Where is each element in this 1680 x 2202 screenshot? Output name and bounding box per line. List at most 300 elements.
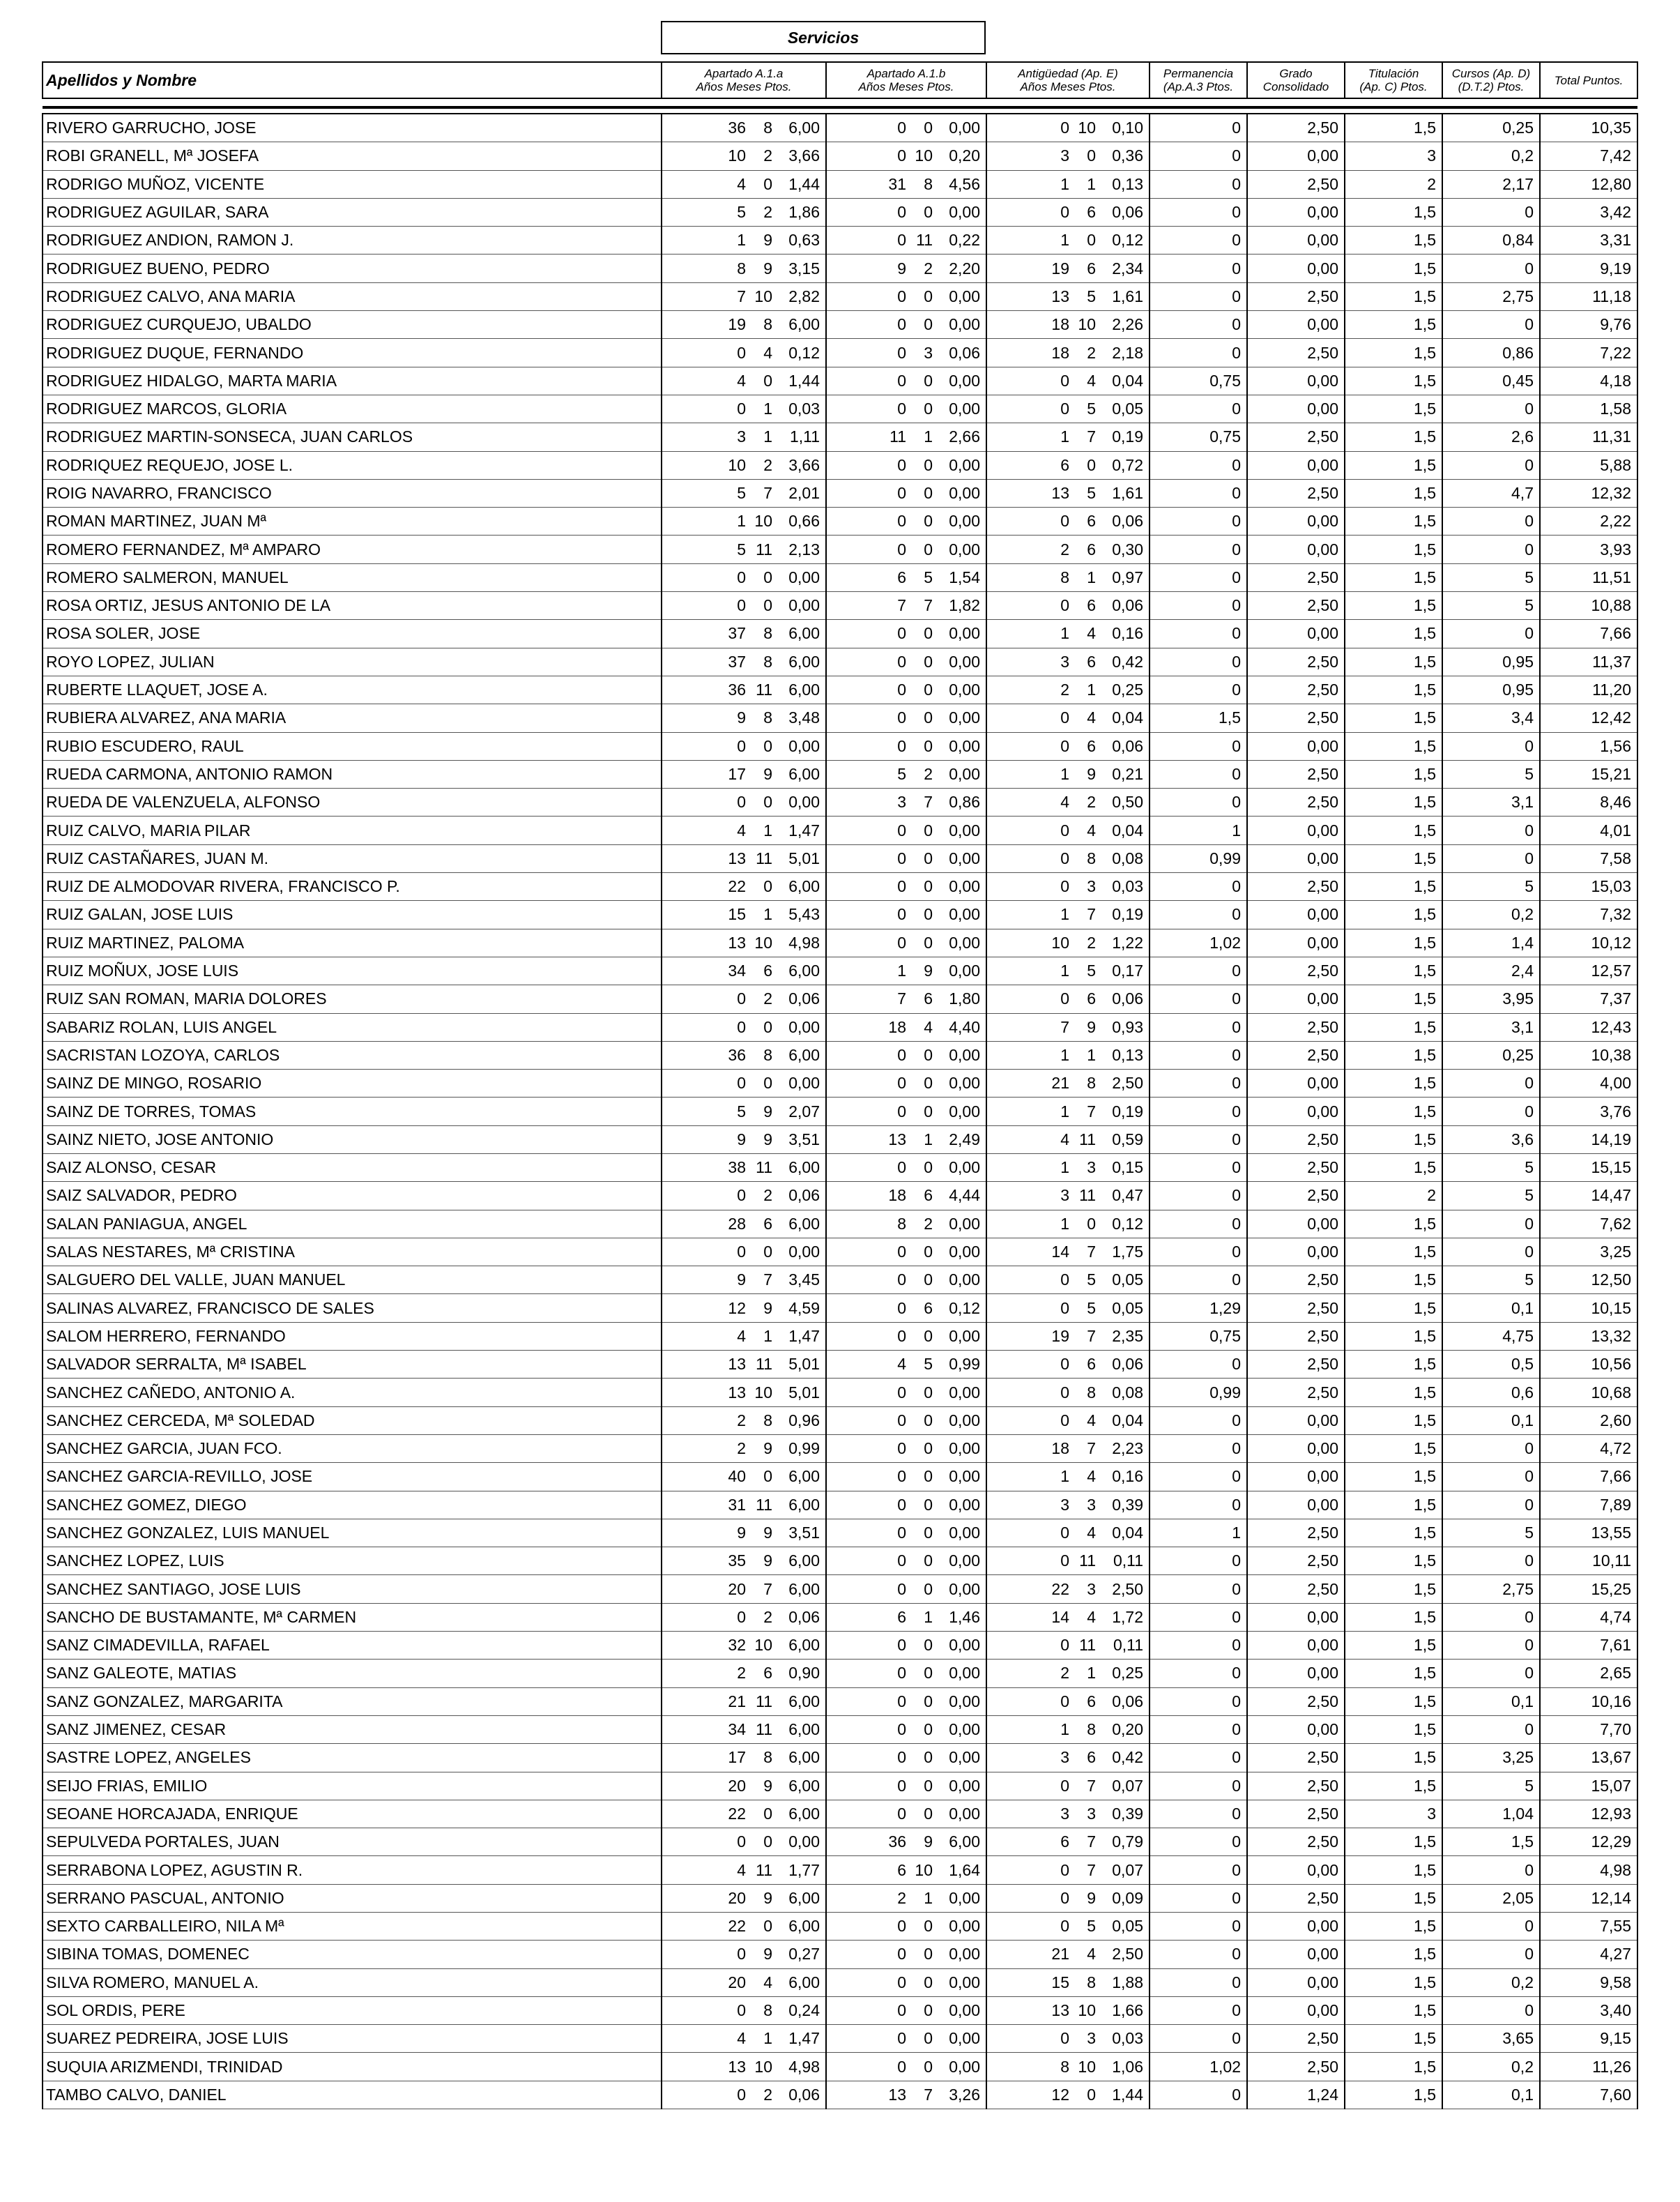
- row-titulacion: 1,5: [1345, 1547, 1442, 1575]
- row-a1b-anos: 0: [897, 1636, 906, 1655]
- row-antiguedad-meses: 9: [1087, 764, 1096, 783]
- row-titulacion: 1,5: [1345, 2025, 1442, 2053]
- row-antiguedad-anos: 13: [1051, 484, 1069, 502]
- row-a1b-meses: 4: [924, 1017, 933, 1036]
- row-antiguedad-anos: 0: [1060, 596, 1069, 615]
- row-a1a-cell: [662, 1941, 826, 1968]
- row-antiguedad-ptos: 1,06: [1112, 2057, 1143, 2076]
- row-a1b-anos: 0: [897, 1776, 906, 1795]
- row-name: RODRIGUEZ CURQUEJO, UBALDO: [43, 311, 662, 339]
- row-a1a-ptos: 6,00: [788, 1720, 820, 1739]
- row-titulacion: 1,5: [1345, 929, 1442, 957]
- row-antiguedad-cell: [986, 1491, 1150, 1519]
- row-a1b-values: [827, 934, 980, 952]
- row-antiguedad-cell: [986, 1070, 1150, 1098]
- row-antiguedad-meses: 4: [1087, 1523, 1096, 1542]
- row-a1a-cell: [662, 1632, 826, 1660]
- row-total: 7,62: [1540, 1210, 1637, 1238]
- row-name: SANCHEZ GARCIA, JUAN FCO.: [43, 1434, 662, 1462]
- row-a1a-ptos: 6,00: [788, 962, 820, 980]
- col-header-name: Apellidos y Nombre: [43, 62, 662, 98]
- row-total: 4,72: [1540, 1434, 1637, 1462]
- row-cursos: 0: [1442, 1941, 1540, 1968]
- row-grado: 2,50: [1247, 1125, 1345, 1153]
- row-permanencia: 0: [1150, 1098, 1247, 1125]
- row-titulacion: 1,5: [1345, 1491, 1442, 1519]
- table-row: [43, 620, 1637, 648]
- row-permanencia: 0: [1150, 789, 1247, 817]
- row-a1a-ptos: 4,98: [788, 2057, 820, 2076]
- row-antiguedad-ptos: 2,34: [1112, 259, 1143, 278]
- row-cursos: 0,5: [1442, 1351, 1540, 1379]
- row-antiguedad-values: [987, 1130, 1143, 1149]
- row-a1b-cell: [826, 1266, 986, 1294]
- servicios-header: Servicios: [661, 21, 986, 54]
- row-grado: 2,50: [1247, 592, 1345, 620]
- row-antiguedad-meses: 11: [1079, 1130, 1096, 1148]
- row-a1b-cell: [826, 423, 986, 451]
- row-antiguedad-meses: 7: [1087, 1439, 1096, 1458]
- row-a1a-values: [662, 1411, 820, 1430]
- row-a1a-meses: 0: [763, 793, 772, 812]
- row-a1b-values: [827, 1046, 980, 1065]
- row-antiguedad-ptos: 0,04: [1112, 371, 1143, 390]
- row-antiguedad-anos: 0: [1060, 1270, 1069, 1289]
- row-antiguedad-values: [987, 427, 1143, 446]
- row-antiguedad-meses: 5: [1087, 1917, 1096, 1936]
- row-name: RUIZ MOÑUX, JOSE LUIS: [43, 957, 662, 985]
- row-antiguedad-cell: [986, 873, 1150, 901]
- row-a1b-anos: 0: [897, 1551, 906, 1570]
- row-a1a-ptos: 3,45: [788, 1270, 820, 1289]
- row-a1b-ptos: 0,00: [949, 849, 980, 867]
- row-antiguedad-values: [987, 1580, 1143, 1599]
- row-titulacion: 1,5: [1345, 704, 1442, 732]
- row-antiguedad-meses: 4: [1087, 371, 1096, 390]
- row-name: SALAN PANIAGUA, ANGEL: [43, 1210, 662, 1238]
- row-name: RUIZ GALAN, JOSE LUIS: [43, 901, 662, 929]
- row-a1b-values: [827, 2001, 980, 2020]
- row-a1b-ptos: 0,00: [949, 1692, 980, 1710]
- row-a1b-meses: 0: [924, 1495, 933, 1514]
- row-antiguedad-ptos: 0,13: [1112, 1045, 1143, 1064]
- row-a1a-anos: 13: [728, 2057, 746, 2076]
- row-total: 7,42: [1540, 142, 1637, 170]
- row-total: 15,03: [1540, 873, 1637, 901]
- row-a1a-meses: 8: [763, 119, 772, 137]
- row-a1a-ptos: 0,12: [788, 343, 820, 362]
- row-antiguedad-meses: 1: [1087, 568, 1096, 586]
- table-row: [43, 1632, 1637, 1660]
- row-a1a-values: [662, 1355, 820, 1374]
- row-antiguedad-anos: 0: [1060, 1411, 1069, 1429]
- row-antiguedad-values: [987, 1973, 1143, 1992]
- row-antiguedad-ptos: 0,11: [1113, 1551, 1143, 1570]
- row-permanencia: 0: [1150, 620, 1247, 648]
- row-antiguedad-ptos: 0,06: [1112, 512, 1143, 531]
- row-antiguedad-values: [987, 1524, 1143, 1542]
- table-row: [43, 479, 1637, 507]
- row-a1a-anos: 0: [737, 736, 746, 755]
- row-a1b-cell: [826, 1182, 986, 1210]
- table-row: [43, 1070, 1637, 1098]
- row-permanencia: 0: [1150, 1996, 1247, 2024]
- row-titulacion: 1,5: [1345, 114, 1442, 142]
- row-a1a-cell: [662, 1406, 826, 1434]
- row-antiguedad-meses: 0: [1087, 231, 1096, 250]
- row-a1a-cell: [662, 1519, 826, 1547]
- row-a1a-values: [662, 1299, 820, 1318]
- table-row: [43, 311, 1637, 339]
- row-a1b-ptos: 0,00: [949, 652, 980, 671]
- row-antiguedad-cell: [986, 1828, 1150, 1856]
- row-total: 4,00: [1540, 1070, 1637, 1098]
- row-a1b-ptos: 0,00: [949, 681, 980, 699]
- row-grado: 0,00: [1247, 1968, 1345, 1996]
- row-total: 12,42: [1540, 704, 1637, 732]
- row-grado: 2,50: [1247, 1519, 1345, 1547]
- row-a1a-ptos: 6,00: [788, 1045, 820, 1064]
- row-a1b-values: [827, 1692, 980, 1711]
- row-a1b-cell: [826, 282, 986, 310]
- row-a1b-meses: 9: [924, 1832, 933, 1851]
- row-antiguedad-anos: 2: [1060, 681, 1069, 699]
- row-a1b-anos: 0: [897, 146, 906, 165]
- row-a1a-cell: [662, 1379, 826, 1406]
- row-total: 3,31: [1540, 227, 1637, 255]
- row-antiguedad-meses: 11: [1079, 1551, 1096, 1570]
- row-a1b-meses: 0: [924, 2057, 933, 2076]
- row-a1a-values: [662, 821, 820, 840]
- table-row: [43, 1294, 1637, 1322]
- row-total: 15,25: [1540, 1575, 1637, 1603]
- row-total: 12,29: [1540, 1828, 1637, 1856]
- row-total: 4,18: [1540, 367, 1637, 395]
- row-antiguedad-cell: [986, 1379, 1150, 1406]
- row-a1a-meses: 9: [763, 1945, 772, 1964]
- row-antiguedad-anos: 2: [1060, 1664, 1069, 1683]
- row-a1b-values: [827, 765, 980, 784]
- row-a1b-anos: 0: [897, 287, 906, 305]
- row-a1b-values: [827, 1777, 980, 1795]
- row-antiguedad-cell: [986, 1687, 1150, 1715]
- row-a1b-ptos: 0,06: [949, 343, 980, 362]
- row-antiguedad-cell: [986, 789, 1150, 817]
- row-a1b-cell: [826, 1491, 986, 1519]
- row-cursos: 0,95: [1442, 676, 1540, 704]
- row-a1b-anos: 0: [897, 1973, 906, 1991]
- row-permanencia: 0: [1150, 1351, 1247, 1379]
- row-antiguedad-meses: 4: [1087, 708, 1096, 727]
- row-antiguedad-values: [987, 1299, 1143, 1318]
- row-antiguedad-values: [987, 400, 1143, 418]
- row-a1b-values: [827, 1243, 980, 1261]
- row-grado: 0,00: [1247, 367, 1345, 395]
- row-name: RODRIGUEZ ANDION, RAMON J.: [43, 227, 662, 255]
- row-a1b-anos: 0: [897, 1045, 906, 1064]
- row-titulacion: 2: [1345, 1182, 1442, 1210]
- row-cursos: 0: [1442, 536, 1540, 563]
- row-name: RODRIGUEZ AGUILAR, SARA: [43, 198, 662, 226]
- row-a1b-anos: 1: [897, 962, 906, 980]
- row-a1a-meses: 9: [763, 231, 772, 250]
- row-cursos: 0: [1442, 1434, 1540, 1462]
- row-grado: 2,50: [1247, 1266, 1345, 1294]
- row-a1a-cell: [662, 1772, 826, 1800]
- row-a1b-anos: 0: [897, 1158, 906, 1177]
- row-permanencia: 0: [1150, 563, 1247, 591]
- row-a1a-values: [662, 1805, 820, 1823]
- row-antiguedad-ptos: 2,50: [1112, 1579, 1143, 1598]
- row-a1b-cell: [826, 395, 986, 423]
- row-permanencia: 1,02: [1150, 929, 1247, 957]
- row-a1b-ptos: 0,00: [949, 1579, 980, 1598]
- col-header-tit-title: Titulación: [1368, 67, 1419, 80]
- row-antiguedad-meses: 4: [1087, 821, 1096, 840]
- row-a1b-meses: 0: [924, 287, 933, 305]
- row-antiguedad-meses: 7: [1087, 1326, 1096, 1345]
- row-titulacion: 1,5: [1345, 1125, 1442, 1153]
- row-a1b-meses: 5: [924, 568, 933, 586]
- row-a1b-ptos: 0,86: [949, 793, 980, 812]
- row-cursos: 0,95: [1442, 648, 1540, 676]
- row-cursos: 0,25: [1442, 1041, 1540, 1069]
- row-a1b-anos: 0: [897, 315, 906, 334]
- row-antiguedad-meses: 7: [1087, 1860, 1096, 1879]
- row-a1b-ptos: 0,00: [949, 1467, 980, 1486]
- table-row: [43, 367, 1637, 395]
- row-a1a-values: [662, 231, 820, 250]
- row-a1b-values: [827, 175, 980, 194]
- row-antiguedad-ptos: 0,79: [1112, 1832, 1143, 1851]
- row-a1a-anos: 3: [737, 427, 746, 446]
- row-antiguedad-ptos: 0,36: [1112, 146, 1143, 165]
- row-a1a-ptos: 0,00: [788, 793, 820, 812]
- row-a1b-ptos: 1,46: [949, 1607, 980, 1626]
- row-a1a-cell: [662, 1913, 826, 1941]
- row-antiguedad-ptos: 2,26: [1112, 315, 1143, 334]
- row-antiguedad-anos: 8: [1060, 2057, 1069, 2076]
- row-titulacion: 1,5: [1345, 1575, 1442, 1603]
- row-a1b-ptos: 0,00: [949, 1917, 980, 1936]
- row-a1b-meses: 2: [924, 764, 933, 783]
- row-a1a-cell: [662, 339, 826, 367]
- table-row: [43, 142, 1637, 170]
- row-total: 7,22: [1540, 339, 1637, 367]
- row-antiguedad-anos: 3: [1060, 146, 1069, 165]
- row-a1b-ptos: 0,00: [949, 821, 980, 840]
- row-antiguedad-anos: 0: [1060, 119, 1069, 137]
- row-antiguedad-anos: 1: [1060, 1045, 1069, 1064]
- row-a1b-cell: [826, 789, 986, 817]
- row-a1a-cell: [662, 929, 826, 957]
- row-a1a-meses: 0: [763, 1917, 772, 1936]
- row-a1b-anos: 0: [897, 1467, 906, 1486]
- row-cursos: 0: [1442, 1491, 1540, 1519]
- row-grado: 2,50: [1247, 1182, 1345, 1210]
- row-antiguedad-meses: 3: [1087, 1495, 1096, 1514]
- row-a1b-anos: 0: [897, 933, 906, 952]
- row-a1b-ptos: 2,49: [949, 1130, 980, 1148]
- row-name: SANZ CIMADEVILLA, RAFAEL: [43, 1632, 662, 1660]
- row-antiguedad-anos: 18: [1051, 343, 1069, 362]
- row-a1a-ptos: 5,01: [788, 1383, 820, 1402]
- row-a1b-meses: 0: [924, 849, 933, 867]
- row-a1a-values: [662, 1270, 820, 1289]
- row-cursos: 5: [1442, 592, 1540, 620]
- row-grado: 2,50: [1247, 114, 1345, 142]
- row-a1b-anos: 31: [888, 174, 906, 193]
- row-a1b-meses: 0: [924, 1326, 933, 1345]
- row-antiguedad-meses: 7: [1087, 905, 1096, 924]
- row-a1b-ptos: 0,00: [949, 2001, 980, 2020]
- row-cursos: 0: [1442, 311, 1540, 339]
- row-a1a-meses: 8: [763, 1411, 772, 1429]
- row-antiguedad-ptos: 1,72: [1112, 1607, 1143, 1626]
- row-a1a-meses: 7: [763, 484, 772, 502]
- row-a1a-values: [662, 2058, 820, 2076]
- row-total: 12,93: [1540, 1800, 1637, 1828]
- table-row: [43, 1547, 1637, 1575]
- row-antiguedad-anos: 1: [1060, 624, 1069, 643]
- row-antiguedad-meses: 3: [1087, 1579, 1096, 1598]
- row-a1b-values: [827, 1832, 980, 1851]
- row-a1b-values: [827, 737, 980, 756]
- row-a1a-anos: 1: [737, 231, 746, 250]
- row-antiguedad-meses: 6: [1087, 540, 1096, 559]
- row-a1b-cell: [826, 1294, 986, 1322]
- row-name: SAINZ NIETO, JOSE ANTONIO: [43, 1125, 662, 1153]
- row-titulacion: 1,5: [1345, 1434, 1442, 1462]
- row-grado: 0,00: [1247, 1098, 1345, 1125]
- row-antiguedad-values: [987, 2058, 1143, 2076]
- row-a1b-meses: 0: [924, 371, 933, 390]
- row-antiguedad-values: [987, 1243, 1143, 1261]
- row-a1b-anos: 0: [897, 1298, 906, 1317]
- row-name: SAIZ SALVADOR, PEDRO: [43, 1182, 662, 1210]
- row-antiguedad-values: [987, 624, 1143, 643]
- row-antiguedad-anos: 6: [1060, 455, 1069, 474]
- row-a1a-cell: [662, 789, 826, 817]
- col-header-a1a-title: Apartado A.1.a: [704, 67, 784, 80]
- row-antiguedad-cell: [986, 648, 1150, 676]
- row-a1a-cell: [662, 1575, 826, 1603]
- row-name: SUAREZ PEDREIRA, JOSE LUIS: [43, 2025, 662, 2053]
- col-header-grado-title: Grado: [1279, 67, 1313, 80]
- row-a1b-meses: 0: [924, 1102, 933, 1121]
- row-a1b-values: [827, 2029, 980, 2048]
- row-antiguedad-meses: 6: [1087, 512, 1096, 531]
- row-antiguedad-values: [987, 1186, 1143, 1205]
- row-antiguedad-values: [987, 905, 1143, 924]
- row-antiguedad-cell: [986, 1266, 1150, 1294]
- row-grado: 0,00: [1247, 1434, 1345, 1462]
- row-a1a-ptos: 6,00: [788, 315, 820, 334]
- row-titulacion: 1,5: [1345, 536, 1442, 563]
- row-cursos: 0,2: [1442, 142, 1540, 170]
- row-antiguedad-anos: 0: [1060, 1298, 1069, 1317]
- row-antiguedad-values: [987, 877, 1143, 896]
- row-a1b-meses: 7: [924, 596, 933, 615]
- row-a1a-cell: [662, 1070, 826, 1098]
- row-a1a-ptos: 6,00: [788, 877, 820, 896]
- row-a1a-ptos: 1,11: [789, 427, 820, 446]
- table-row: [43, 1800, 1637, 1828]
- row-antiguedad-ptos: 1,88: [1112, 1973, 1143, 1991]
- row-a1a-values: [662, 1467, 820, 1486]
- row-a1a-cell: [662, 1013, 826, 1041]
- row-grado: 2,50: [1247, 1800, 1345, 1828]
- row-antiguedad-values: [987, 203, 1143, 222]
- row-a1b-cell: [826, 1913, 986, 1941]
- row-permanencia: 0: [1150, 592, 1247, 620]
- row-a1a-anos: 9: [737, 1270, 746, 1289]
- row-a1a-values: [662, 1720, 820, 1739]
- row-permanencia: 0: [1150, 255, 1247, 282]
- row-grado: 2,50: [1247, 423, 1345, 451]
- row-a1b-meses: 0: [924, 484, 933, 502]
- row-a1a-anos: 35: [728, 1551, 746, 1570]
- row-a1a-cell: [662, 170, 826, 198]
- row-cursos: 0,2: [1442, 901, 1540, 929]
- row-antiguedad-values: [987, 1383, 1143, 1402]
- row-antiguedad-meses: 3: [1087, 877, 1096, 896]
- row-a1a-cell: [662, 311, 826, 339]
- row-antiguedad-cell: [986, 367, 1150, 395]
- col-header-cursos-title: Cursos (Ap. D): [1451, 67, 1531, 80]
- row-total: 9,15: [1540, 2025, 1637, 2053]
- row-total: 13,55: [1540, 1519, 1637, 1547]
- row-a1b-anos: 0: [897, 1074, 906, 1093]
- row-a1b-anos: 0: [897, 371, 906, 390]
- row-a1b-ptos: 0,12: [949, 1298, 980, 1317]
- row-antiguedad-values: [987, 1608, 1143, 1627]
- row-total: 2,22: [1540, 508, 1637, 536]
- row-a1b-ptos: 0,20: [949, 146, 980, 165]
- row-cursos: 0: [1442, 395, 1540, 423]
- row-a1a-meses: 9: [763, 1551, 772, 1570]
- table-row: [43, 1041, 1637, 1069]
- row-a1b-values: [827, 653, 980, 671]
- row-grado: 0,00: [1247, 1715, 1345, 1743]
- row-a1a-values: [662, 2086, 820, 2104]
- row-cursos: 2,05: [1442, 1884, 1540, 1912]
- row-permanencia: 0: [1150, 1772, 1247, 1800]
- row-antiguedad-anos: 0: [1060, 203, 1069, 222]
- row-a1a-ptos: 4,98: [788, 933, 820, 952]
- row-antiguedad-values: [987, 1327, 1143, 1346]
- row-a1a-cell: [662, 2025, 826, 2053]
- row-total: 8,46: [1540, 789, 1637, 817]
- row-a1b-values: [827, 1355, 980, 1374]
- row-antiguedad-anos: 1: [1060, 962, 1069, 980]
- row-a1b-meses: 11: [916, 231, 933, 250]
- row-antiguedad-cell: [986, 1294, 1150, 1322]
- row-antiguedad-ptos: 2,50: [1112, 1945, 1143, 1964]
- row-a1a-anos: 0: [737, 2085, 746, 2104]
- row-titulacion: 1,5: [1345, 282, 1442, 310]
- row-a1a-ptos: 1,86: [788, 203, 820, 222]
- row-a1a-ptos: 6,00: [788, 1776, 820, 1795]
- row-name: RUIZ DE ALMODOVAR RIVERA, FRANCISCO P.: [43, 873, 662, 901]
- row-antiguedad-cell: [986, 1996, 1150, 2024]
- row-a1b-anos: 0: [897, 1243, 906, 1261]
- row-a1b-values: [827, 1467, 980, 1486]
- row-a1b-ptos: 0,99: [949, 1355, 980, 1374]
- row-a1b-ptos: 0,00: [949, 540, 980, 559]
- row-a1b-ptos: 0,00: [949, 2057, 980, 2076]
- row-antiguedad-ptos: 0,19: [1112, 1102, 1143, 1121]
